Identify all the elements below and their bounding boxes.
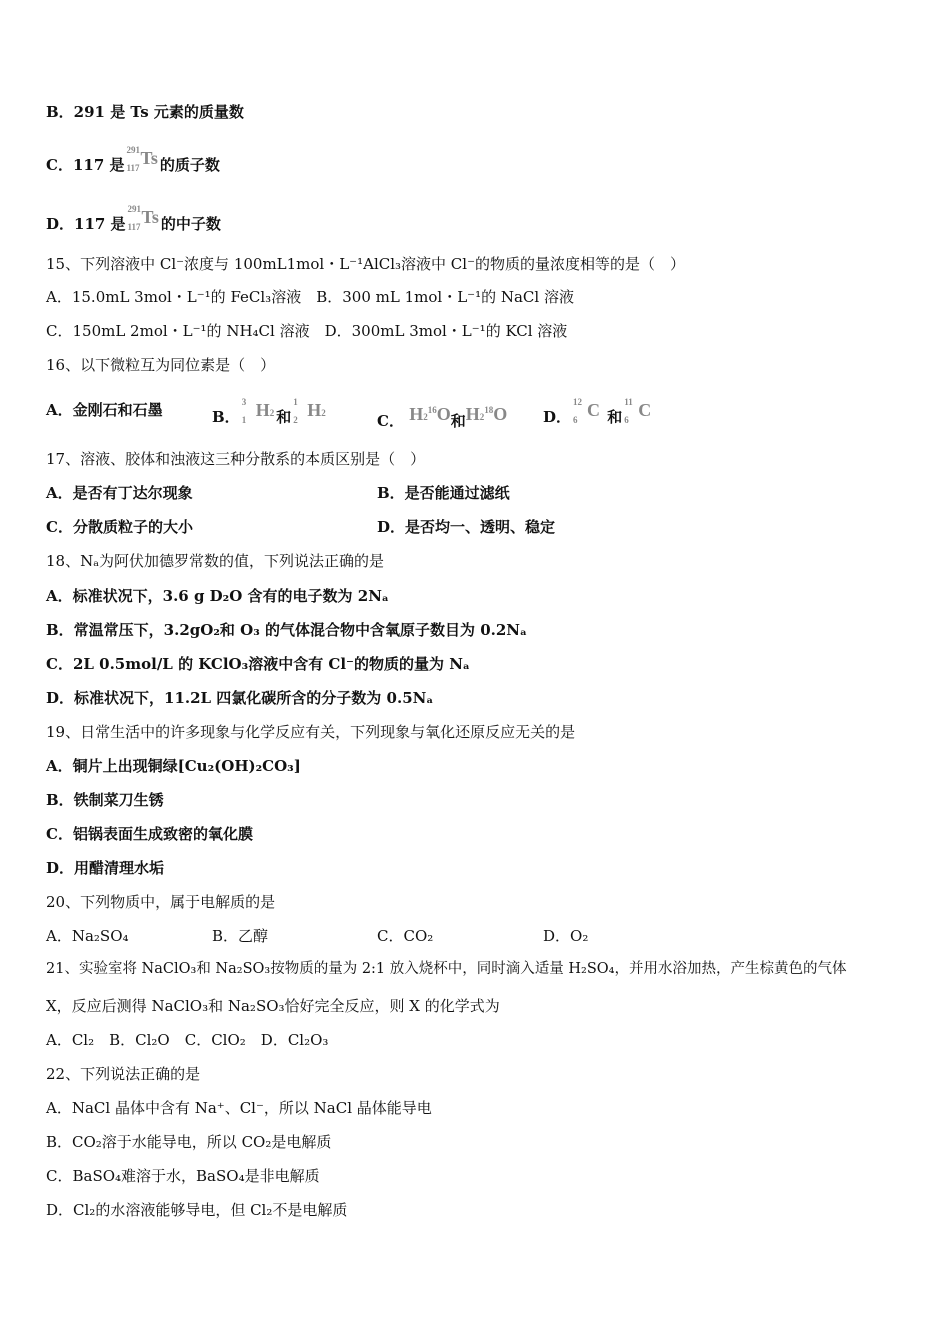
q14-option-d	[46, 204, 221, 234]
q14-option-c	[46, 145, 220, 175]
q21-options: A．Cl₂ B．Cl₂O C．ClO₂ D．Cl₂O₃	[46, 1031, 329, 1049]
q15-option-c: C．150mL 2mol・L⁻¹的 NH₄Cl 溶液	[46, 322, 310, 340]
q17-option-b: B．是否能通过滤纸	[377, 484, 510, 502]
q17-stem: 17、溶液、胶体和浊液这三种分散系的本质区别是（ ）	[46, 450, 426, 468]
q17-option-c: C．分散质粒子的大小	[46, 518, 193, 536]
q17-option-d: D．是否均一、透明、稳定	[377, 518, 556, 536]
q15-option-b: B．300 mL 1mol・L⁻¹的 NaCl 溶液	[316, 288, 574, 306]
q15-stem: 15、下列溶液中 Cl⁻浓度与 100mL1mol・L⁻¹AlCl₃溶液中 Cl⁻的物质的量浓度相等的是（ ）	[46, 255, 685, 273]
q16-stem: 16、以下微粒互为同位素是（ ）	[46, 356, 276, 374]
q15-options-cd	[46, 321, 567, 341]
q14-option-b: B．291 是 Ts 元素的质量数	[46, 103, 244, 121]
q19-option-a: A．铜片上出现铜绿[Cu₂(OH)₂CO₃]	[46, 757, 301, 775]
q22-option-b: B．CO₂溶于水能导电，所以 CO₂是电解质	[46, 1133, 332, 1151]
q15-option-a: A．15.0mL 3mol・L⁻¹的 FeCl₃溶液	[46, 288, 302, 306]
q20-option-b: B．乙醇	[212, 927, 269, 945]
q17-option-a: A．是否有丁达尔现象	[46, 484, 193, 502]
q14-d-suffix: 的中子数	[160, 215, 221, 233]
q16-option-c: C． $H2^{16}O$和$H2^{18}O$	[377, 404, 508, 430]
q16-option-d: D． 12 6 C 和 11 6 C	[543, 397, 652, 426]
q16-option-b: B． 3 1 H2 和 1 2 H2	[212, 397, 326, 426]
q18-option-d: D．标准状况下，11.2L 四氯化碳所含的分子数为 0.5Nₐ	[46, 689, 434, 707]
q18-option-b: B．常温常压下，3.2gO₂和 O₃ 的气体混合物中含氧原子数目为 0.2Nₐ	[46, 621, 527, 639]
q14-d-text: D．117 是	[46, 215, 126, 233]
q22-option-c: C．BaSO₄难溶于水，BaSO₄是非电解质	[46, 1167, 320, 1185]
q19-option-b: B．铁制菜刀生锈	[46, 791, 164, 809]
q19-option-c: C．铝锅表面生成致密的氧化膜	[46, 825, 253, 843]
q19-stem: 19、日常生活中的许多现象与化学反应有关，下列现象与氧化还原反应无关的是	[46, 723, 576, 741]
q15-options-ab	[46, 287, 574, 307]
q20-option-d: D．O₂	[543, 927, 589, 945]
q22-option-d: D．Cl₂的水溶液能够导电，但 Cl₂不是电解质	[46, 1201, 348, 1219]
q20-option-a: A．Na₂SO₄	[46, 927, 129, 945]
q20-option-c: C．CO₂	[377, 927, 434, 945]
q16-option-a: A．金刚石和石墨	[46, 401, 163, 419]
q18-stem: 18、Nₐ为阿伏加德罗常数的值，下列说法正确的是	[46, 552, 385, 570]
q22-option-a: A．NaCl 晶体中含有 Na⁺、Cl⁻，所以 NaCl 晶体能导电	[46, 1099, 432, 1117]
q20-stem: 20、下列物质中，属于电解质的是	[46, 893, 276, 911]
q18-option-c: C．2L 0.5mol/L 的 KClO₃溶液中含有 Cl⁻的物质的量为 Nₐ	[46, 655, 470, 673]
q22-stem: 22、下列说法正确的是	[46, 1065, 201, 1083]
q15-option-d: D．300mL 3mol・L⁻¹的 KCl 溶液	[324, 322, 568, 340]
q19-option-d: D．用醋清理水垢	[46, 859, 165, 877]
q14-c-text: C．117 是	[46, 156, 125, 174]
q21-stem-line2: X，反应后测得 NaClO₃和 Na₂SO₃恰好完全反应，则 X 的化学式为	[46, 997, 500, 1015]
q14-c-suffix: 的质子数	[159, 156, 220, 174]
q21-stem-line1: 21、实验室将 NaClO₃和 Na₂SO₃按物质的量为 2:1 放入烧杯中，同时滴入适量 H₂SO₄，并用水浴加热，产生棕黄色的气体	[46, 961, 847, 977]
ts-isotope: 291 117 Ts	[126, 145, 158, 173]
ts-isotope: 291 117 Ts	[127, 204, 159, 232]
q18-option-a: A．标准状况下，3.6 g D₂O 含有的电子数为 2Nₐ	[46, 587, 389, 605]
